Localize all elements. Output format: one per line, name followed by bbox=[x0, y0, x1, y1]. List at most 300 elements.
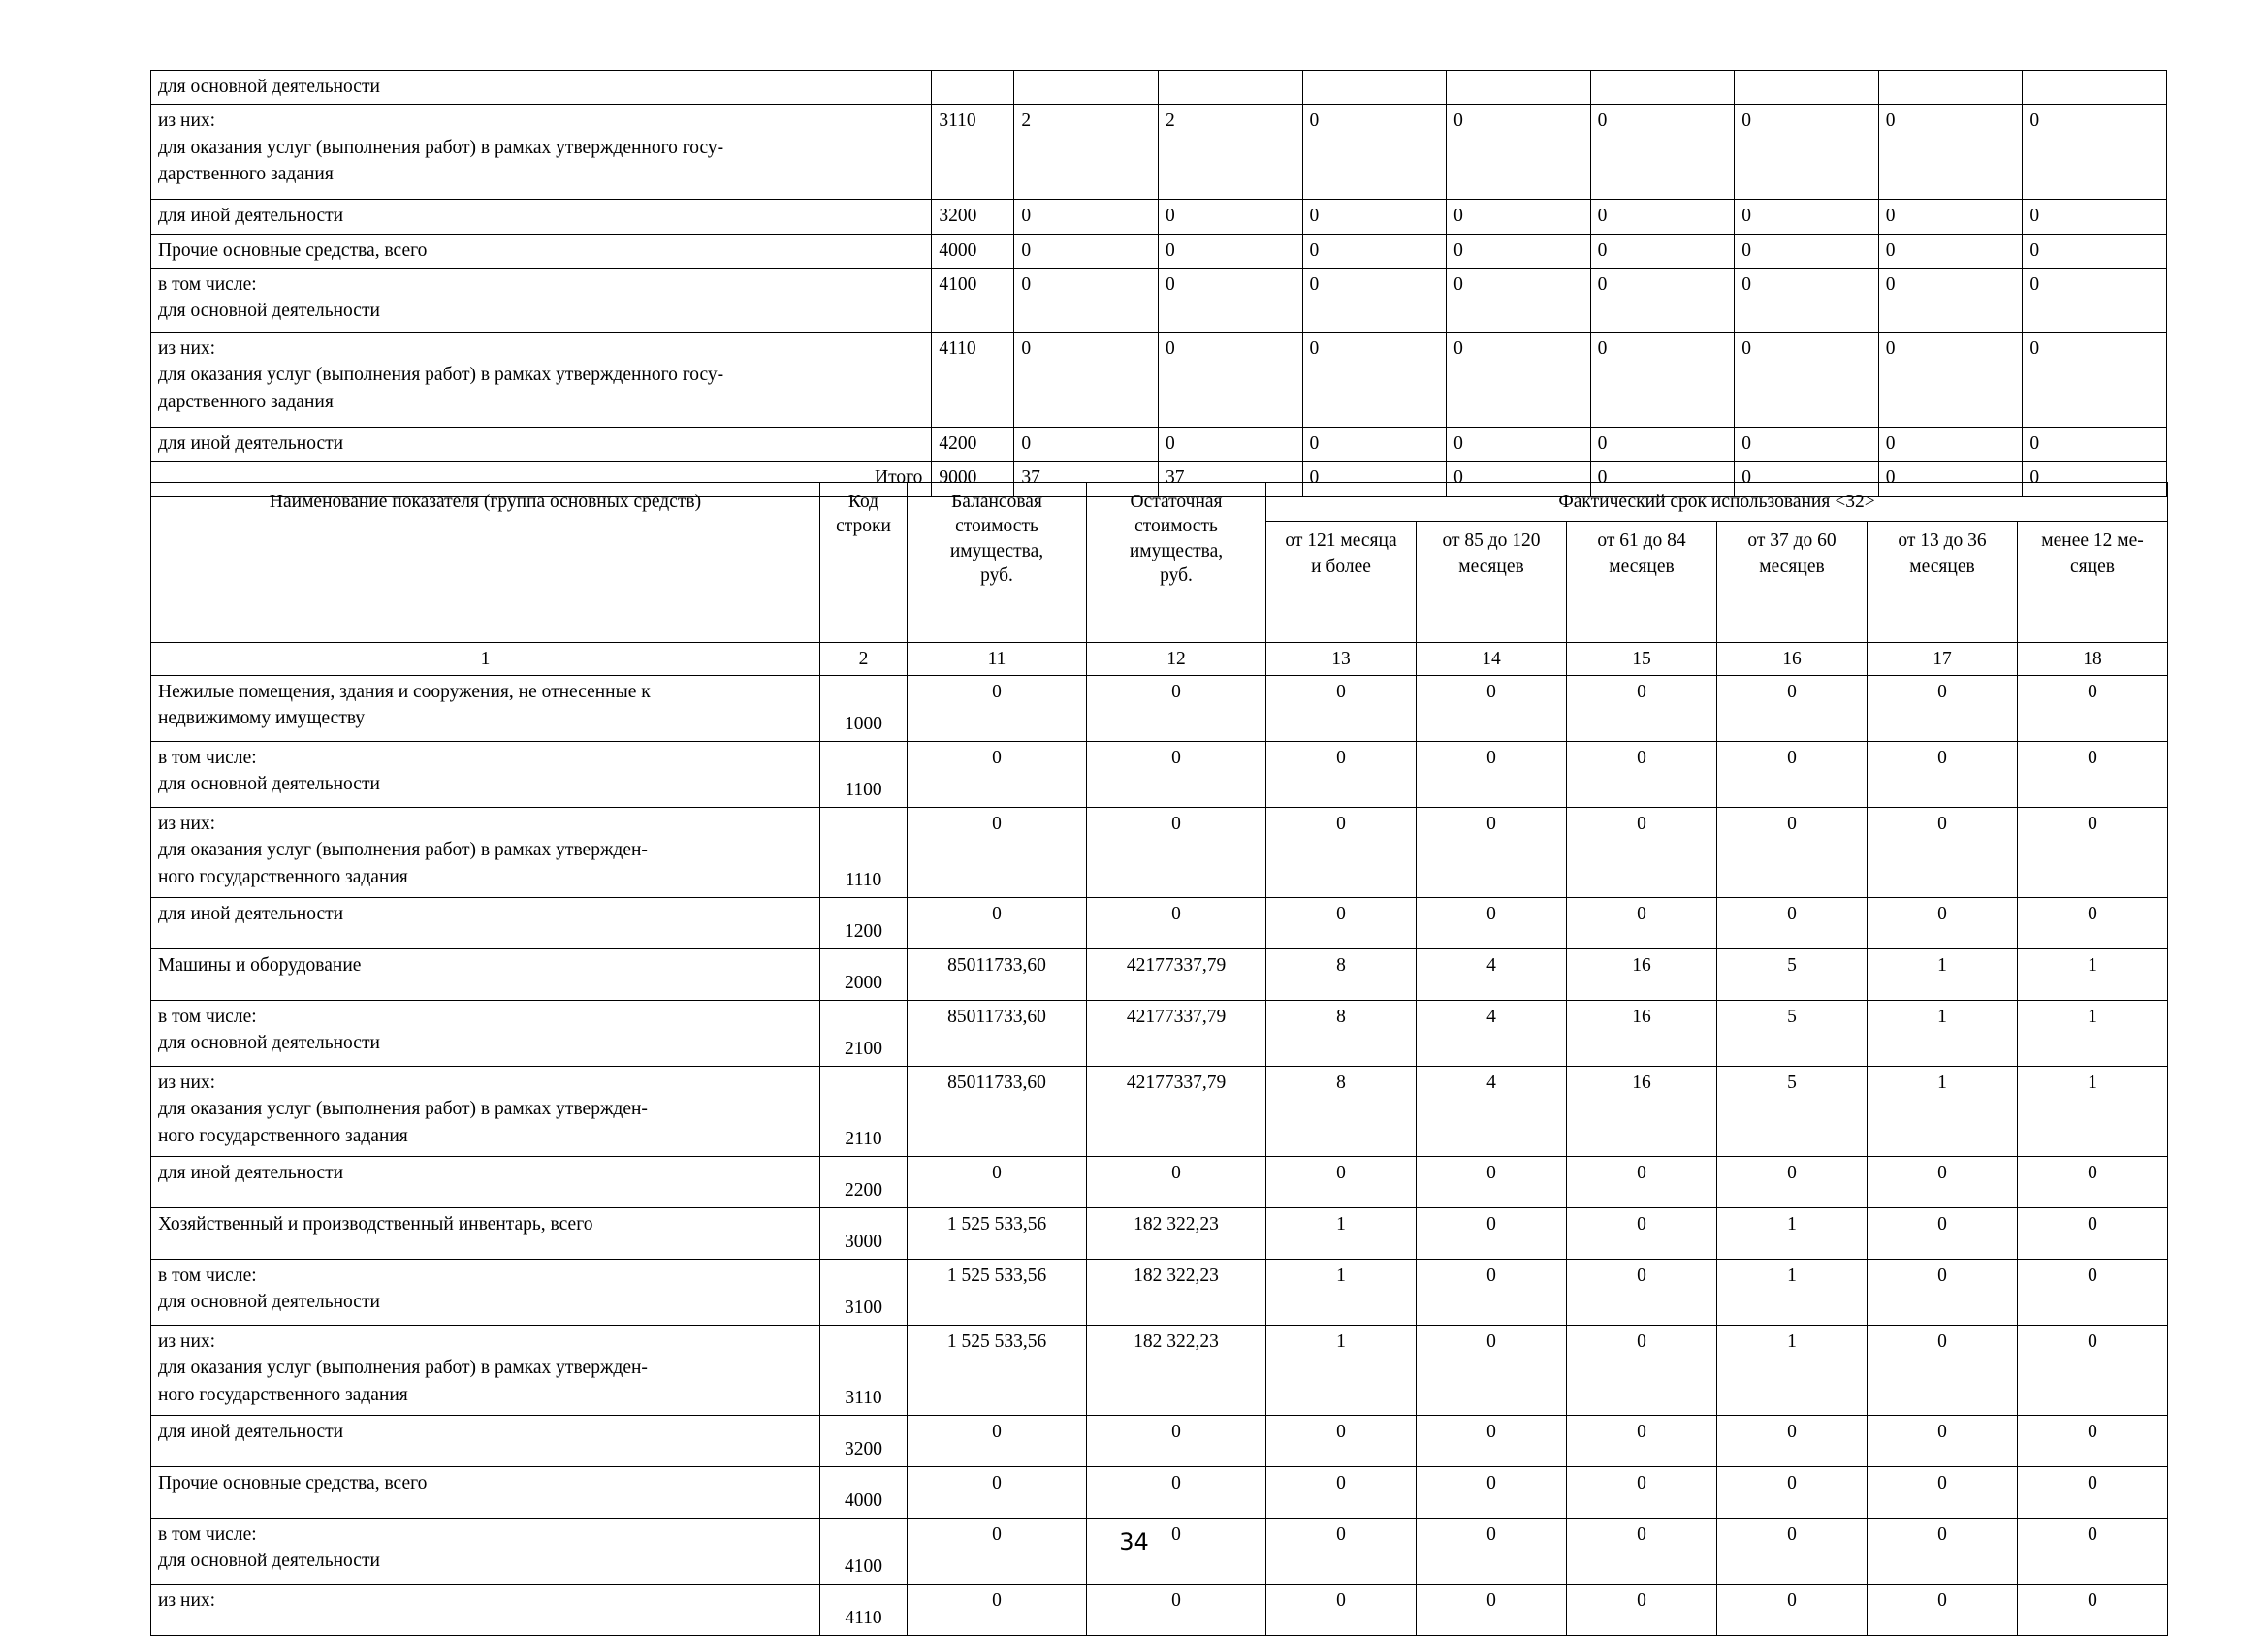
table-row bbox=[151, 428, 2167, 462]
row-term-cell-4: 0 bbox=[1717, 1519, 1868, 1585]
row-value-cell-7: 0 bbox=[1590, 462, 1735, 496]
header-residual-line1: Остаточная bbox=[1130, 492, 1223, 512]
row-label-line1: для иной деятельности bbox=[158, 433, 344, 455]
header-residual-line2: стоимость bbox=[1134, 516, 1218, 537]
row-term-cell-3: 0 bbox=[1567, 898, 1717, 949]
table-row bbox=[151, 105, 2167, 200]
row-term-cell-6: 0 bbox=[2018, 742, 2168, 808]
row-label-line3: ного государственного задания bbox=[158, 866, 408, 887]
header-residual-line4: руб. bbox=[1160, 565, 1193, 587]
row-term-cell-4: 1 bbox=[1717, 1208, 1868, 1260]
row-term-cell-1: 0 bbox=[1266, 1519, 1417, 1585]
row-value-cell-10: 0 bbox=[2023, 269, 2167, 333]
row-code-cell: 1100 bbox=[820, 742, 908, 808]
row-value-cell-4 bbox=[1158, 71, 1302, 105]
header-term-2-line2: месяцев bbox=[1458, 557, 1524, 578]
row-term-cell-2: 0 bbox=[1417, 898, 1567, 949]
row-residual-cell: 0 bbox=[1087, 1467, 1266, 1519]
row-value-cell-7: 0 bbox=[1590, 333, 1735, 428]
row-code-cell: 1000 bbox=[820, 676, 908, 742]
row-code-cell: 4100 bbox=[932, 269, 1014, 333]
row-value-cell-10: 0 bbox=[2023, 234, 2167, 268]
row-term-cell-1: 0 bbox=[1266, 1585, 1417, 1636]
row-term-cell-3: 0 bbox=[1567, 1260, 1717, 1326]
header-term-5 bbox=[1868, 522, 2018, 643]
row-label-line1: в том числе: bbox=[158, 1266, 257, 1286]
row-label-cell bbox=[151, 898, 820, 949]
row-residual-cell: 42177337,79 bbox=[1087, 1001, 1266, 1067]
row-balance-cell: 85011733,60 bbox=[908, 1001, 1087, 1067]
row-term-cell-3: 0 bbox=[1567, 742, 1717, 808]
row-term-cell-6: 1 bbox=[2018, 949, 2168, 1001]
row-value-cell-10: 0 bbox=[2023, 428, 2167, 462]
row-label-cell bbox=[151, 200, 932, 234]
row-label-cell bbox=[151, 1208, 820, 1260]
column-number-row bbox=[151, 643, 2168, 676]
row-term-cell-2: 0 bbox=[1417, 676, 1567, 742]
row-label-line1: для иной деятельности bbox=[158, 904, 344, 924]
table-main-header-group-row bbox=[151, 483, 2168, 522]
row-term-cell-4: 1 bbox=[1717, 1260, 1868, 1326]
row-value-cell-6: 0 bbox=[1447, 269, 1591, 333]
row-term-cell-5: 0 bbox=[1868, 1157, 2018, 1208]
column-number-8: 16 bbox=[1717, 643, 1868, 676]
row-value-cell-3: 0 bbox=[1014, 269, 1159, 333]
row-residual-cell: 0 bbox=[1087, 898, 1266, 949]
table-row bbox=[151, 676, 2168, 742]
row-balance-cell: 1 525 533,56 bbox=[908, 1260, 1087, 1326]
row-term-cell-6: 0 bbox=[2018, 1208, 2168, 1260]
header-term-3-line1: от 61 до 84 bbox=[1597, 530, 1686, 551]
table-row bbox=[151, 1416, 2168, 1467]
row-value-cell-6: 0 bbox=[1447, 105, 1591, 200]
row-term-cell-3: 0 bbox=[1567, 1416, 1717, 1467]
row-term-cell-3: 0 bbox=[1567, 1326, 1717, 1416]
row-term-cell-1: 1 bbox=[1266, 1260, 1417, 1326]
row-term-cell-5: 0 bbox=[1868, 898, 2018, 949]
row-value-cell-9: 0 bbox=[1878, 462, 2023, 496]
row-term-cell-1: 0 bbox=[1266, 676, 1417, 742]
header-usage-term-group-text: Фактический срок использования <32> bbox=[1558, 492, 1875, 512]
row-term-cell-2: 0 bbox=[1417, 1326, 1567, 1416]
header-term-6-line1: менее 12 ме- bbox=[2041, 530, 2144, 551]
row-value-cell-4: 0 bbox=[1158, 333, 1302, 428]
row-label-cell bbox=[151, 808, 820, 898]
row-term-cell-5: 0 bbox=[1868, 1519, 2018, 1585]
row-label-line3: ного государственного задания bbox=[158, 1384, 408, 1405]
table-row bbox=[151, 200, 2167, 234]
row-label-line1: из них: bbox=[158, 1331, 216, 1352]
row-label-cell bbox=[151, 71, 932, 105]
row-term-cell-2: 4 bbox=[1417, 949, 1567, 1001]
row-value-cell-10: 0 bbox=[2023, 333, 2167, 428]
row-balance-cell: 85011733,60 bbox=[908, 949, 1087, 1001]
row-term-cell-4: 0 bbox=[1717, 1157, 1868, 1208]
row-value-cell-6: 0 bbox=[1447, 428, 1591, 462]
row-label-line1: для иной деятельности bbox=[158, 206, 344, 227]
row-term-cell-6: 0 bbox=[2018, 1585, 2168, 1636]
row-term-cell-4: 0 bbox=[1717, 808, 1868, 898]
row-value-cell-7: 0 bbox=[1590, 269, 1735, 333]
row-term-cell-5: 1 bbox=[1868, 949, 2018, 1001]
row-value-cell-9: 0 bbox=[1878, 105, 2023, 200]
row-label-line2: для оказания услуг (выполнения работ) в рамках утвержден- bbox=[158, 1358, 648, 1379]
row-term-cell-6: 0 bbox=[2018, 1260, 2168, 1326]
row-label-line3: дарственного задания bbox=[158, 164, 334, 185]
row-value-cell-7: 0 bbox=[1590, 200, 1735, 234]
row-code-cell: 3200 bbox=[820, 1416, 908, 1467]
row-code-cell: 3110 bbox=[820, 1326, 908, 1416]
table-top bbox=[150, 70, 2167, 497]
row-label-cell bbox=[151, 1467, 820, 1519]
row-term-cell-2: 4 bbox=[1417, 1001, 1567, 1067]
row-value-cell-5: 0 bbox=[1302, 200, 1447, 234]
header-row-code bbox=[820, 483, 908, 643]
header-term-5-line2: месяцев bbox=[1909, 557, 1975, 578]
table-row bbox=[151, 71, 2167, 105]
table-row bbox=[151, 1208, 2168, 1260]
column-number-1: 1 bbox=[151, 643, 820, 676]
header-term-4-line2: месяцев bbox=[1759, 557, 1825, 578]
row-balance-cell: 0 bbox=[908, 808, 1087, 898]
row-residual-cell: 42177337,79 bbox=[1087, 1067, 1266, 1157]
row-label-cell bbox=[151, 949, 820, 1001]
row-balance-cell: 0 bbox=[908, 1585, 1087, 1636]
row-label-line2: для оказания услуг (выполнения работ) в рамках утвержден- bbox=[158, 840, 648, 861]
row-label-cell bbox=[151, 428, 932, 462]
row-balance-cell: 1 525 533,56 bbox=[908, 1326, 1087, 1416]
table-row bbox=[151, 1157, 2168, 1208]
header-term-6 bbox=[2018, 522, 2168, 643]
row-value-cell-4: 2 bbox=[1158, 105, 1302, 200]
row-label-line1: для основной деятельности bbox=[158, 77, 380, 97]
row-value-cell-6 bbox=[1447, 71, 1591, 105]
row-code-cell: 3000 bbox=[820, 1208, 908, 1260]
row-term-cell-6: 0 bbox=[2018, 676, 2168, 742]
header-term-1-line2: и более bbox=[1311, 557, 1371, 578]
row-term-cell-5: 0 bbox=[1868, 1208, 2018, 1260]
header-row-code-line2: строки bbox=[836, 516, 891, 537]
row-label-line1: Итого bbox=[875, 467, 923, 489]
row-code-cell bbox=[932, 71, 1014, 105]
table-row bbox=[151, 898, 2168, 949]
column-number-3: 11 bbox=[908, 643, 1087, 676]
header-balance-value bbox=[908, 483, 1087, 643]
row-term-cell-4: 0 bbox=[1717, 676, 1868, 742]
header-term-4-line1: от 37 до 60 bbox=[1747, 530, 1837, 551]
row-label-line2: для основной деятельности bbox=[158, 301, 380, 322]
page-number: 34 bbox=[1119, 1528, 1149, 1556]
row-balance-cell: 85011733,60 bbox=[908, 1067, 1087, 1157]
row-code-cell: 1110 bbox=[820, 808, 908, 898]
row-label-cell bbox=[151, 333, 932, 428]
row-term-cell-5: 0 bbox=[1868, 808, 2018, 898]
row-term-cell-1: 1 bbox=[1266, 1208, 1417, 1260]
table-row bbox=[151, 949, 2168, 1001]
column-number-7: 15 bbox=[1567, 643, 1717, 676]
column-number-6: 14 bbox=[1417, 643, 1567, 676]
row-value-cell-6: 0 bbox=[1447, 333, 1591, 428]
row-label-line3: дарственного задания bbox=[158, 391, 334, 412]
row-term-cell-6: 0 bbox=[2018, 898, 2168, 949]
row-code-cell: 2200 bbox=[820, 1157, 908, 1208]
row-label-cell bbox=[151, 1326, 820, 1416]
row-term-cell-2: 0 bbox=[1417, 1467, 1567, 1519]
row-value-cell-9: 0 bbox=[1878, 269, 2023, 333]
row-term-cell-5: 0 bbox=[1868, 1260, 2018, 1326]
row-value-cell-3: 0 bbox=[1014, 428, 1159, 462]
header-term-3-line2: месяцев bbox=[1609, 557, 1675, 578]
row-residual-cell: 182 322,23 bbox=[1087, 1260, 1266, 1326]
row-label-line1: из них: bbox=[158, 338, 216, 360]
table-row bbox=[151, 1001, 2168, 1067]
row-code-cell: 4100 bbox=[820, 1519, 908, 1585]
row-term-cell-4: 0 bbox=[1717, 742, 1868, 808]
row-label-line1: Прочие основные средства, всего bbox=[158, 240, 428, 261]
row-value-cell-9: 0 bbox=[1878, 234, 2023, 268]
row-label-line2: для основной деятельности bbox=[158, 1292, 380, 1313]
row-balance-cell: 1 525 533,56 bbox=[908, 1208, 1087, 1260]
header-term-1-line1: от 121 месяца bbox=[1285, 530, 1397, 551]
row-value-cell-9: 0 bbox=[1878, 200, 2023, 234]
row-term-cell-6: 0 bbox=[2018, 1326, 2168, 1416]
row-term-cell-6: 0 bbox=[2018, 1467, 2168, 1519]
row-value-cell-8: 0 bbox=[1735, 269, 1879, 333]
row-label-line1: Прочие основные средства, всего bbox=[158, 1473, 428, 1493]
row-term-cell-2: 0 bbox=[1417, 1260, 1567, 1326]
row-value-cell-5: 0 bbox=[1302, 234, 1447, 268]
row-label-line1: из них: bbox=[158, 1590, 216, 1611]
row-label-line2: для основной деятельности bbox=[158, 1033, 380, 1054]
row-value-cell-8: 0 bbox=[1735, 105, 1879, 200]
row-term-cell-5: 0 bbox=[1868, 676, 2018, 742]
row-value-cell-9 bbox=[1878, 71, 2023, 105]
row-term-cell-1: 0 bbox=[1266, 898, 1417, 949]
row-value-cell-9: 0 bbox=[1878, 333, 2023, 428]
row-value-cell-6: 0 bbox=[1447, 462, 1591, 496]
header-balance-line3: имущества, bbox=[949, 540, 1044, 561]
row-label-cell bbox=[151, 1067, 820, 1157]
row-balance-cell: 0 bbox=[908, 1157, 1087, 1208]
row-term-cell-2: 0 bbox=[1417, 1585, 1567, 1636]
row-term-cell-2: 0 bbox=[1417, 1519, 1567, 1585]
header-residual-line3: имущества, bbox=[1129, 540, 1224, 561]
row-label-cell bbox=[151, 742, 820, 808]
row-code-cell: 2110 bbox=[820, 1067, 908, 1157]
row-label-cell bbox=[151, 676, 820, 742]
row-residual-cell: 0 bbox=[1087, 742, 1266, 808]
row-term-cell-6: 0 bbox=[2018, 808, 2168, 898]
row-value-cell-3 bbox=[1014, 71, 1159, 105]
row-residual-cell: 182 322,23 bbox=[1087, 1208, 1266, 1260]
table-row bbox=[151, 808, 2168, 898]
row-term-cell-3: 0 bbox=[1567, 1585, 1717, 1636]
row-code-cell: 4200 bbox=[932, 428, 1014, 462]
row-code-cell: 9000 bbox=[932, 462, 1014, 496]
row-value-cell-3: 0 bbox=[1014, 333, 1159, 428]
row-value-cell-10: 0 bbox=[2023, 200, 2167, 234]
row-term-cell-6: 1 bbox=[2018, 1001, 2168, 1067]
header-balance-line2: стоимость bbox=[955, 516, 1038, 537]
row-term-cell-1: 8 bbox=[1266, 949, 1417, 1001]
fixed-assets-value-table bbox=[150, 482, 2167, 1636]
row-label-cell bbox=[151, 269, 932, 333]
row-value-cell-8: 0 bbox=[1735, 200, 1879, 234]
row-term-cell-3: 16 bbox=[1567, 1001, 1717, 1067]
row-label-line2: недвижимому имуществу bbox=[158, 708, 366, 729]
row-value-cell-10: 0 bbox=[2023, 105, 2167, 200]
row-value-cell-4: 37 bbox=[1158, 462, 1302, 496]
header-indicator-name-text: Наименование показателя (группа основных средств) bbox=[269, 492, 702, 512]
row-value-cell-3: 0 bbox=[1014, 200, 1159, 234]
row-term-cell-1: 0 bbox=[1266, 1467, 1417, 1519]
row-value-cell-4: 0 bbox=[1158, 428, 1302, 462]
table-row bbox=[151, 742, 2168, 808]
row-value-cell-8: 0 bbox=[1735, 428, 1879, 462]
header-term-2 bbox=[1417, 522, 1567, 643]
row-balance-cell: 0 bbox=[908, 1519, 1087, 1585]
row-term-cell-1: 0 bbox=[1266, 1416, 1417, 1467]
row-value-cell-4: 0 bbox=[1158, 200, 1302, 234]
row-term-cell-5: 1 bbox=[1868, 1001, 2018, 1067]
row-value-cell-5 bbox=[1302, 71, 1447, 105]
row-term-cell-3: 0 bbox=[1567, 1519, 1717, 1585]
row-term-cell-1: 0 bbox=[1266, 742, 1417, 808]
row-label-line1: для иной деятельности bbox=[158, 1163, 344, 1183]
row-label-line1: в том числе: bbox=[158, 274, 257, 296]
row-residual-cell: 42177337,79 bbox=[1087, 949, 1266, 1001]
row-value-cell-8: 0 bbox=[1735, 234, 1879, 268]
header-term-3 bbox=[1567, 522, 1717, 643]
row-balance-cell: 0 bbox=[908, 742, 1087, 808]
row-term-cell-3: 0 bbox=[1567, 808, 1717, 898]
row-residual-cell: 182 322,23 bbox=[1087, 1326, 1266, 1416]
row-value-cell-8: 0 bbox=[1735, 333, 1879, 428]
row-balance-cell: 0 bbox=[908, 1416, 1087, 1467]
row-label-line2: для основной деятельности bbox=[158, 1551, 380, 1572]
row-value-cell-7: 0 bbox=[1590, 234, 1735, 268]
row-value-cell-9: 0 bbox=[1878, 428, 2023, 462]
row-label-cell bbox=[151, 1157, 820, 1208]
row-residual-cell: 0 bbox=[1087, 1519, 1266, 1585]
row-balance-cell: 0 bbox=[908, 898, 1087, 949]
row-value-cell-5: 0 bbox=[1302, 333, 1447, 428]
row-term-cell-6: 1 bbox=[2018, 1067, 2168, 1157]
row-label-line1: Машины и оборудование bbox=[158, 955, 362, 976]
table-row bbox=[151, 234, 2167, 268]
row-value-cell-10: 0 bbox=[2023, 462, 2167, 496]
header-term-2-line1: от 85 до 120 bbox=[1442, 530, 1541, 551]
row-residual-cell: 0 bbox=[1087, 1157, 1266, 1208]
header-term-4 bbox=[1717, 522, 1868, 643]
table-row bbox=[151, 1067, 2168, 1157]
column-number-10: 18 bbox=[2018, 643, 2168, 676]
row-label-cell bbox=[151, 234, 932, 268]
row-term-cell-2: 0 bbox=[1417, 808, 1567, 898]
row-label-line2: для основной деятельности bbox=[158, 774, 380, 795]
table-row bbox=[151, 1326, 2168, 1416]
table-main bbox=[150, 482, 2168, 1636]
row-label-line1: в том числе: bbox=[158, 1007, 257, 1027]
row-label-line1: Хозяйственный и производственный инвентарь, всего bbox=[158, 1214, 593, 1235]
header-usage-term-group bbox=[1266, 483, 2168, 522]
row-term-cell-1: 8 bbox=[1266, 1001, 1417, 1067]
row-label-line3: ного государственного задания bbox=[158, 1125, 408, 1146]
column-number-2: 2 bbox=[820, 643, 908, 676]
row-value-cell-5: 0 bbox=[1302, 269, 1447, 333]
column-number-5: 13 bbox=[1266, 643, 1417, 676]
row-term-cell-3: 0 bbox=[1567, 1467, 1717, 1519]
row-term-cell-4: 5 bbox=[1717, 1001, 1868, 1067]
row-label-line1: из них: bbox=[158, 814, 216, 834]
row-term-cell-3: 16 bbox=[1567, 1067, 1717, 1157]
row-term-cell-1: 0 bbox=[1266, 808, 1417, 898]
row-label-line1: из них: bbox=[158, 1073, 216, 1093]
row-label-cell bbox=[151, 1585, 820, 1636]
header-term-6-line2: сяцев bbox=[2070, 557, 2115, 578]
row-value-cell-8: 0 bbox=[1735, 462, 1879, 496]
row-value-cell-8 bbox=[1735, 71, 1879, 105]
row-term-cell-2: 0 bbox=[1417, 1208, 1567, 1260]
row-residual-cell: 0 bbox=[1087, 1416, 1266, 1467]
header-term-5-line1: от 13 до 36 bbox=[1898, 530, 1987, 551]
row-label-line1: Нежилые помещения, здания и сооружения, не отнесенные к bbox=[158, 682, 651, 702]
row-value-cell-3: 0 bbox=[1014, 234, 1159, 268]
row-term-cell-1: 0 bbox=[1266, 1157, 1417, 1208]
column-number-4: 12 bbox=[1087, 643, 1266, 676]
table-row bbox=[151, 269, 2167, 333]
row-value-cell-6: 0 bbox=[1447, 200, 1591, 234]
row-term-cell-3: 0 bbox=[1567, 676, 1717, 742]
row-code-cell: 4110 bbox=[932, 333, 1014, 428]
row-value-cell-5: 0 bbox=[1302, 105, 1447, 200]
row-balance-cell: 0 bbox=[908, 1467, 1087, 1519]
row-term-cell-2: 0 bbox=[1417, 742, 1567, 808]
row-term-cell-5: 0 bbox=[1868, 742, 2018, 808]
row-label-cell bbox=[151, 1260, 820, 1326]
row-label-cell bbox=[151, 1416, 820, 1467]
row-value-cell-3: 37 bbox=[1014, 462, 1159, 496]
row-code-cell: 3100 bbox=[820, 1260, 908, 1326]
row-term-cell-4: 0 bbox=[1717, 1585, 1868, 1636]
row-term-cell-5: 1 bbox=[1868, 1067, 2018, 1157]
row-term-cell-6: 0 bbox=[2018, 1416, 2168, 1467]
row-value-cell-4: 0 bbox=[1158, 234, 1302, 268]
row-balance-cell: 0 bbox=[908, 676, 1087, 742]
row-code-cell: 2000 bbox=[820, 949, 908, 1001]
table-row bbox=[151, 1467, 2168, 1519]
row-residual-cell: 0 bbox=[1087, 676, 1266, 742]
row-label-cell bbox=[151, 1001, 820, 1067]
row-term-cell-5: 0 bbox=[1868, 1467, 2018, 1519]
row-value-cell-6: 0 bbox=[1447, 234, 1591, 268]
row-label-line1: в том числе: bbox=[158, 748, 257, 768]
row-term-cell-4: 0 bbox=[1717, 898, 1868, 949]
row-value-cell-7: 0 bbox=[1590, 105, 1735, 200]
row-term-cell-1: 8 bbox=[1266, 1067, 1417, 1157]
row-code-cell: 3110 bbox=[932, 105, 1014, 200]
row-term-cell-4: 5 bbox=[1717, 1067, 1868, 1157]
row-term-cell-2: 4 bbox=[1417, 1067, 1567, 1157]
row-term-cell-4: 1 bbox=[1717, 1326, 1868, 1416]
header-balance-line1: Балансовая bbox=[951, 492, 1042, 512]
row-term-cell-3: 0 bbox=[1567, 1208, 1717, 1260]
row-code-cell: 4110 bbox=[820, 1585, 908, 1636]
row-term-cell-6: 0 bbox=[2018, 1157, 2168, 1208]
row-term-cell-6: 0 bbox=[2018, 1519, 2168, 1585]
row-code-cell: 4000 bbox=[820, 1467, 908, 1519]
table-row bbox=[151, 1585, 2168, 1636]
